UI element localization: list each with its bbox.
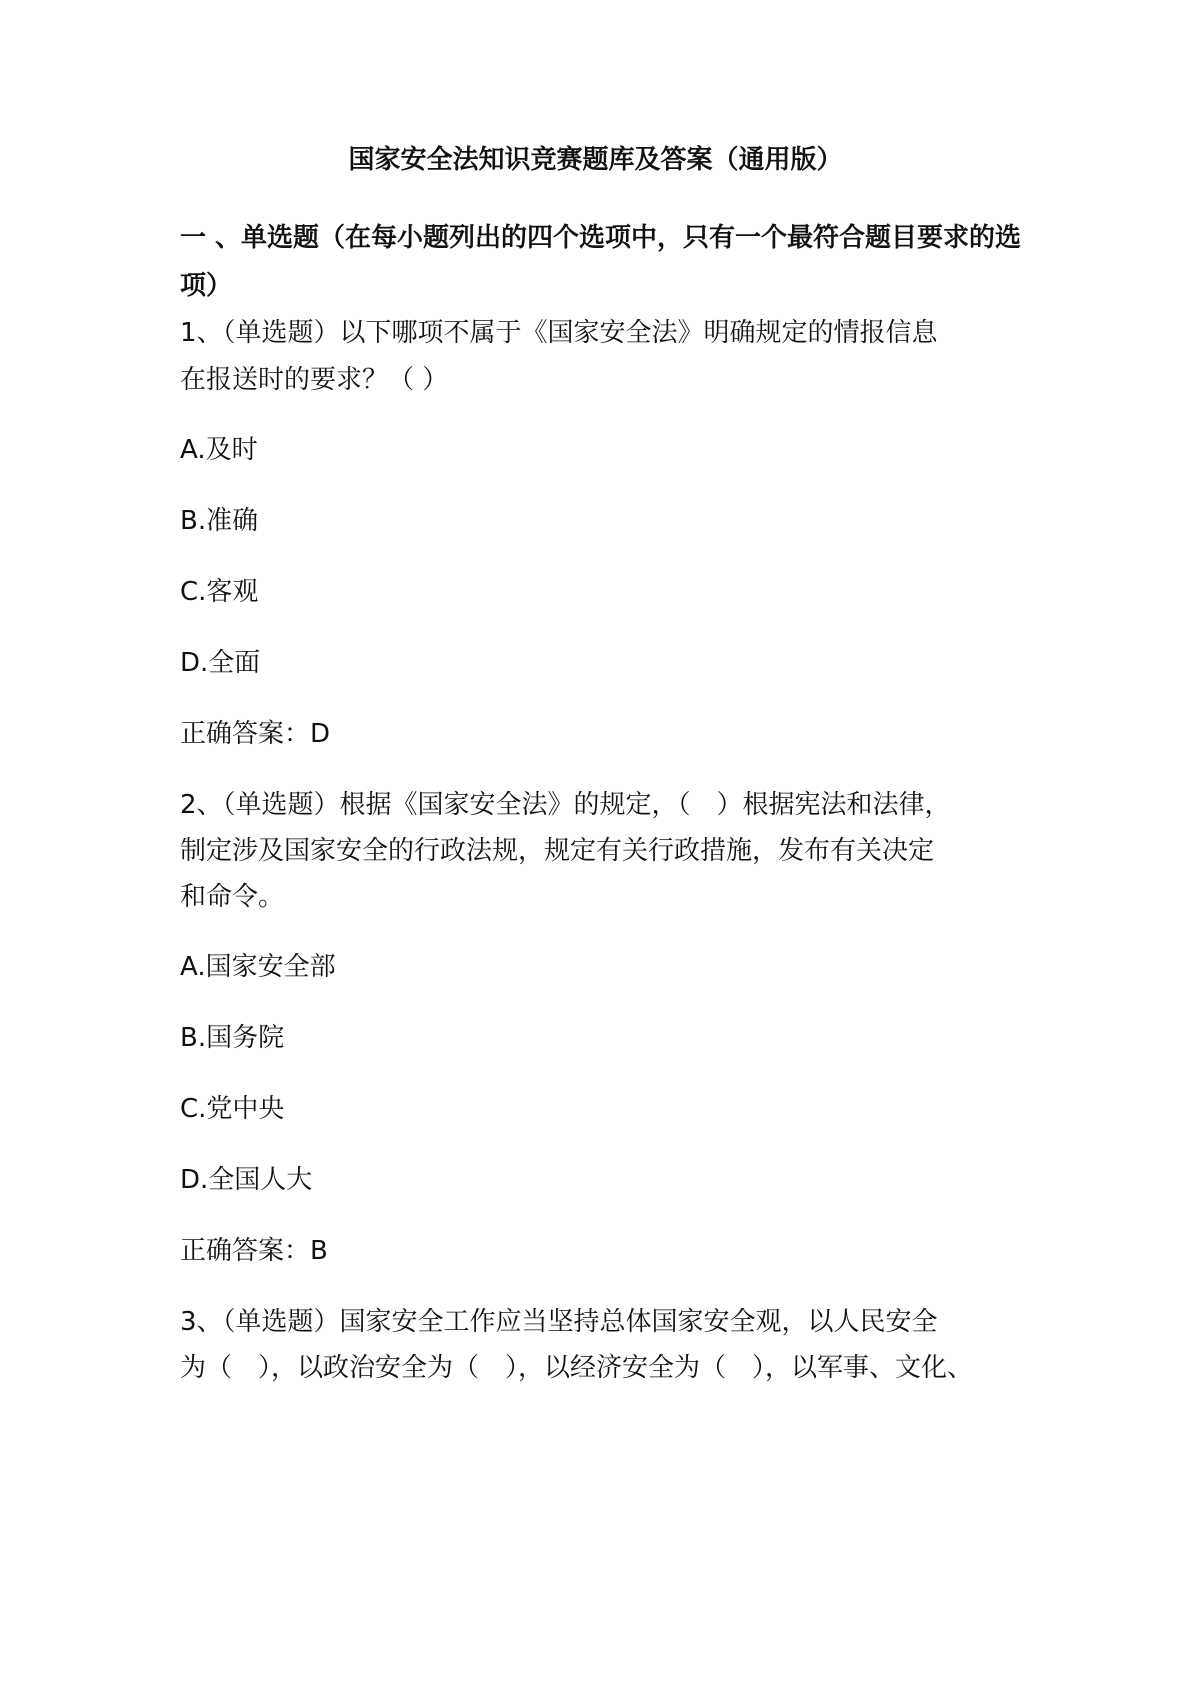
section-heading: 一 、单选题（在每小题列出的四个选项中，只有一个最符合题目要求的选项）: [180, 223, 1022, 301]
question-3-stem-line-2: 为（ ），以政治安全为（ ），以经济安全为（ ），以军事、文化、: [180, 1353, 974, 1383]
question-1-stem-line-1: 1、（单选题）以下哪项不属于《国家安全法》明确规定的情报信息: [180, 318, 938, 348]
question-1-option-d: D.全面: [180, 648, 261, 678]
question-3-stem-line-1: 3、（单选题）国家安全工作应当坚持总体国家安全观，以人民安全: [180, 1307, 938, 1337]
page-title: 国家安全法知识竞赛题库及答案（通用版）: [348, 145, 843, 175]
question-1-option-b: B.准确: [180, 506, 259, 536]
question-2-option-d: D.全国人大: [180, 1165, 313, 1195]
question-2-stem-line-1: 2、（单选题）根据《国家安全法》的规定，（ ）根据宪法和法律，: [180, 790, 951, 820]
question-2-stem-line-2: 制定涉及国家安全的行政法规，规定有关行政措施，发布有关决定: [180, 836, 935, 866]
question-2-stem-line-3: 和命令。: [180, 882, 285, 912]
question-1-answer: 正确答案：D: [180, 719, 331, 749]
question-2-answer: 正确答案：B: [180, 1236, 328, 1266]
question-1-stem-line-2: 在报送时的要求？（ ）: [180, 365, 449, 395]
question-2-option-c: C.党中央: [180, 1094, 285, 1124]
question-2-option-b: B.国务院: [180, 1023, 285, 1053]
question-1-option-a: A.及时: [180, 435, 258, 465]
question-2-option-a: A.国家安全部: [180, 952, 336, 982]
question-1-option-c: C.客观: [180, 577, 259, 607]
